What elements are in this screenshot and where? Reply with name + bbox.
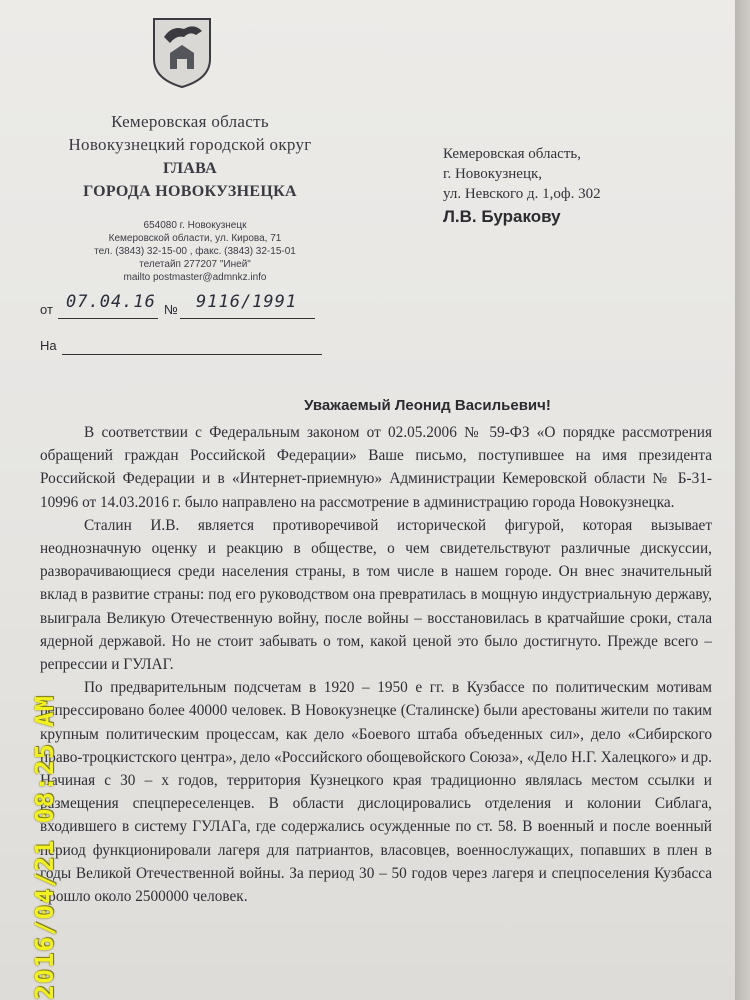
paragraph-2: Сталин И.В. является противоречивой исторической фигурой, которая вызывает неоднозначную оценку и реакцию в обществе, о чем свидетельствуют различные дискуссии, разворачивающиеся среди населения страны, в том числе в нашем городе. Он внес значительный вклад в развитие страны: под его руководством она превратилась в мощную индустриальную державу, выиграла Великую Отечественную войну, после войны – восстановилась в кратчайшие сроки, стала ядерной державой. Но не стоит забывать о том, какой ценой это было достигнуто. Прежде всего – репрессии и ГУЛАГ. bbox=[40, 516, 712, 674]
handwritten-date: 07.04.16 bbox=[66, 292, 156, 312]
header-street: Кемеровской области, ул. Кирова, 71 bbox=[108, 233, 282, 244]
table-surface bbox=[735, 0, 750, 1000]
paragraph-3: По предварительным подсчетам в 1920 – 1950 е гг. в Кузбассе по политическим мотивам репрессировано более 40000 человек. В Новокузнецке (Сталинске) были арестованы жители по таким крупным политическим процессам, как дело «Боевого штаба объеденных сил», дело «Сибирского право-троцкистского центра», дело «Российского обощевойского Союза», «Дело Н.Г. Халецкого» и др. Начиная с 30 – х годов, территория Кузнецкого края традиционно являлась местом ссылки и размещения спецпереселенцев. В области дислоцировались отделения и колонии Сиблага, входившего в систему ГУЛАГа, где содержались осужденные по ст. 58. В военный и после военный период функционировали лагеря для патриантов, власовцев, военнослужащих, попавших в плен в годы Великой Отечественной войны. За период 30 – 50 годов через лагеря и спецпоселения Кузбасса прошло около 2500000 человек. bbox=[40, 679, 712, 906]
header-postal: 654080 г. Новокузнецк bbox=[143, 220, 247, 231]
handwritten-number: 9116/1991 bbox=[196, 292, 298, 312]
addressee-name: Л.В. Буракову bbox=[443, 207, 561, 226]
header-phone: тел. (3843) 32-15-00 , факс. (3843) 32-15-01 bbox=[94, 246, 296, 257]
header-region: Кемеровская область bbox=[111, 112, 269, 131]
addressee-line-3: ул. Невского д. 1,оф. 302 bbox=[443, 186, 601, 202]
addressee-line-2: г. Новокузнецк, bbox=[443, 166, 543, 182]
header-district: Новокузнецкий городской округ bbox=[68, 135, 312, 154]
number-label: № bbox=[164, 302, 178, 317]
date-label: от bbox=[40, 302, 53, 317]
reference-label: На bbox=[40, 338, 57, 353]
addressee-line-1: Кемеровская область, bbox=[443, 146, 581, 162]
header-mail: mailto postmaster@admnkz.info bbox=[123, 272, 267, 283]
photo-timestamp: 2016/04/21 08:25 AM bbox=[30, 695, 59, 1000]
paragraph-1: В соответствии с Федеральным законом от 02.05.2006 № 59-ФЗ «О порядке рассмотрения обращений граждан Российской Федерации» Ваше письмо, поступившее на имя президента Российской Федерации и в «Интернет-приемную» Администрации Кемеровской области № Б-31-10996 от 14.03.2016 г. было направлено на рассмотрение в администрацию города Новокузнецка. bbox=[40, 424, 712, 511]
coat-of-arms-icon bbox=[150, 15, 214, 89]
salutation: Уважаемый Леонид Васильевич! bbox=[304, 397, 551, 414]
header-title-2: ГОРОДА НОВОКУЗНЕЦКА bbox=[83, 183, 297, 200]
header-title-1: ГЛАВА bbox=[163, 160, 217, 177]
letter-body bbox=[40, 421, 712, 908]
header-telex: телетайп 277207 "Иней" bbox=[139, 259, 251, 270]
